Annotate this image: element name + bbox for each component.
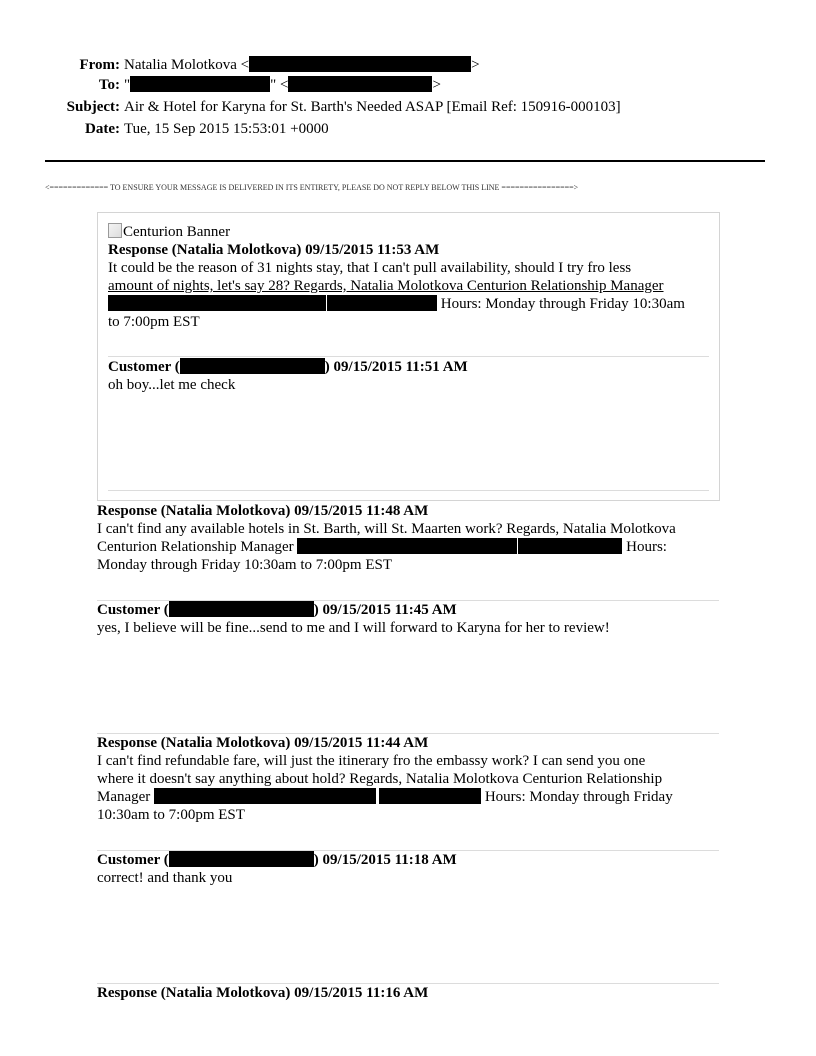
to-quote-close: " < [270,77,289,93]
message-line: Monday through Friday 10:30am to 7:00pm EST [97,557,392,573]
centurion-banner-image [108,223,230,241]
message-response [97,502,719,574]
subject-label: Subject: [66,99,120,115]
message-body [97,520,719,574]
subject-value: Air & Hotel for Karyna for St. Barth's Needed ASAP [Email Ref: 150916-000103] [124,99,621,115]
broken-image-icon [108,223,122,238]
message-line [97,538,719,556]
redacted-name [169,601,314,617]
message-text: amount of nights, let's say 28? Regards, Natalia Molotkova Centurion Relationship Manager [108,278,664,294]
header-divider [45,160,765,162]
message-customer [108,358,708,394]
message-text: Hours: Monday through Friday 10:30am [437,296,685,312]
date-label: Date: [85,121,120,137]
message-separator [108,490,709,491]
message-text: Centurion Relationship Manager [97,539,294,555]
to-end: > [432,77,441,93]
message-header [108,358,708,376]
reply-notice: <============= TO ENSURE YOUR MESSAGE IS DELIVERED IN ITS ENTIRETY, PLEASE DO NOT REPLY BELOW THIS LINE ================> [45,183,579,192]
message-body [108,259,708,331]
redacted-name [169,851,314,867]
redacted-email [518,538,622,554]
message-text: Hours: [622,539,667,555]
header-text: Customer ( [97,602,169,618]
message-line: 10:30am to 7:00pm EST [97,807,245,823]
redacted-email [379,788,481,804]
message-customer [97,851,719,887]
redacted-name [130,76,270,92]
message-header [97,601,719,619]
header-text: ) 09/15/2015 11:18 AM [313,852,457,868]
redacted-name [180,358,325,374]
redacted-phone [154,788,376,804]
from-value [124,56,480,74]
header-text: Customer ( [108,359,180,375]
to-label: To: [98,77,120,93]
message-line: It could be the reason of 31 nights stay, that I can't pull availability, should I try fro less [108,260,632,276]
message-header: Response (Natalia Molotkova) 09/15/2015 11:16 AM [97,985,429,1001]
header-text: ) 09/15/2015 11:45 AM [313,602,457,618]
message-line [108,295,708,313]
redacted-email [327,295,437,311]
message-line [97,788,719,806]
message-text: I can't find any available hotels in St. Barth, will St. Maarten work? Regards, Natalia Molotkova [97,521,676,537]
message-header [97,851,719,869]
message-body: oh boy...let me check [108,377,236,393]
message-response [108,241,708,331]
message-line: where it doesn't say anything about hold? Regards, Natalia Molotkova Centurion Relationship [97,771,663,787]
message-response [97,734,719,824]
message-line: I can't find refundable fare, will just the itinerary fro the embassy work? I can send you one [97,753,646,769]
to-value [124,76,441,94]
date-value: Tue, 15 Sep 2015 15:53:01 +0000 [124,121,329,137]
message-body: correct! and thank you [97,870,233,886]
header-text: ) 09/15/2015 11:51 AM [324,359,468,375]
message-customer [97,601,719,637]
message-header: Response (Natalia Molotkova) 09/15/2015 11:44 AM [97,735,429,751]
message-response [97,984,719,1002]
redacted-email [249,56,471,72]
message-separator [108,356,709,357]
redacted-phone [297,538,517,554]
message-body [97,752,719,824]
message-line: to 7:00pm EST [108,314,200,330]
from-label: From: [79,57,120,73]
header-text: Customer ( [97,852,169,868]
message-text: Hours: Monday through Friday [481,789,673,805]
redacted-email [288,76,432,92]
message-line [108,277,708,295]
from-name: Natalia Molotkova < [124,57,250,73]
to-quote-open: " [124,77,131,93]
banner-alt-text: Centurion Banner [123,224,231,240]
redacted-phone [108,295,326,311]
message-body: yes, I believe will be fine...send to me and I will forward to Karyna for her to review! [97,620,610,636]
from-end: > [471,57,480,73]
message-text: Manager [97,789,151,805]
message-line [97,520,719,538]
message-header: Response (Natalia Molotkova) 09/15/2015 11:53 AM [108,242,440,258]
message-header: Response (Natalia Molotkova) 09/15/2015 11:48 AM [97,503,429,519]
